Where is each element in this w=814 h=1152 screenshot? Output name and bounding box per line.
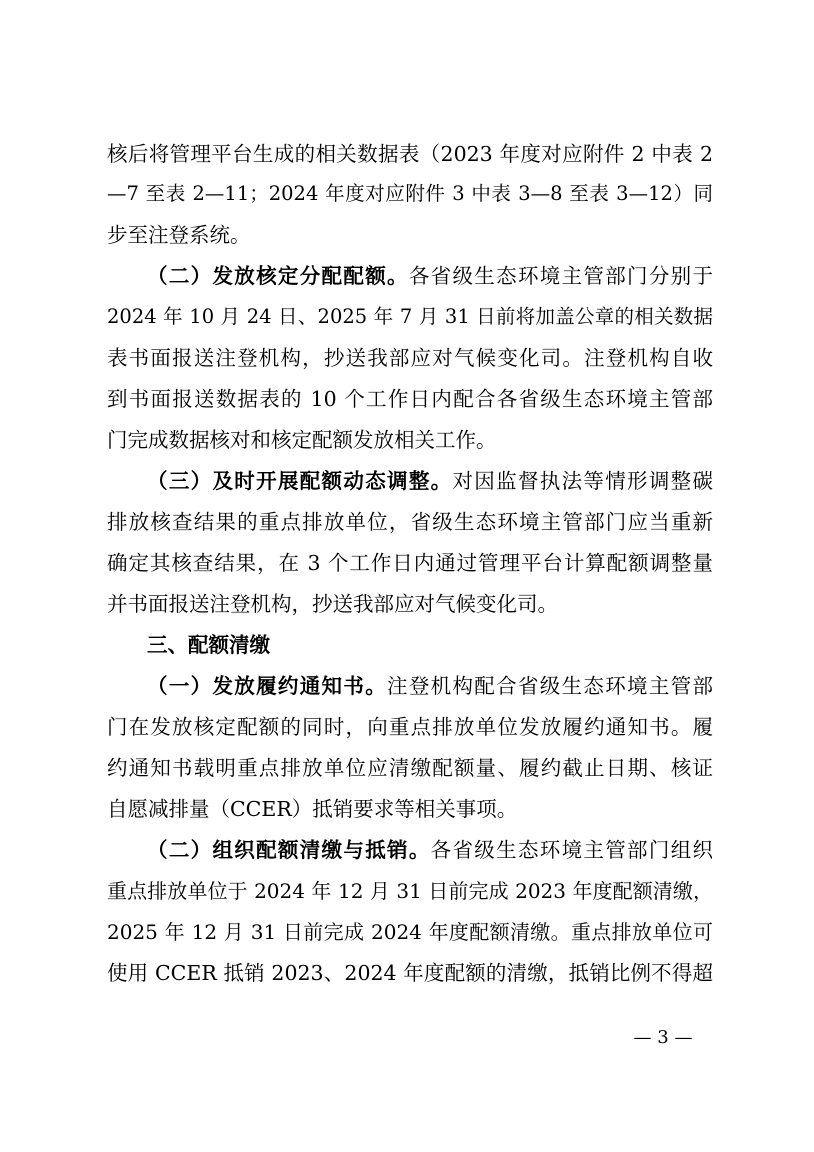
paragraph-line: —7 至表 2—11；2024 年度对应附件 3 中表 3—8 至表 3—12）同: [107, 182, 713, 205]
bold-lead: （二）组织配额清缴与抵销。: [147, 838, 431, 862]
paragraph-line: 表书面报送注登机构，抄送我部应对气候变化司。注登机构自收: [107, 346, 713, 370]
paragraph-first-line: [147, 467, 713, 495]
paragraph-text: 各省级生态环境主管部门分别于: [408, 264, 714, 288]
bold-lead: （二）发放核定分配配额。: [147, 264, 409, 288]
paragraph-first-line: [147, 262, 713, 290]
paragraph-line: 排放核查结果的重点排放单位，省级生态环境主管部门应当重新: [107, 510, 713, 534]
paragraph-text: 各省级生态环境主管部门组织: [430, 838, 714, 862]
paragraph-line: 核后将管理平台生成的相关数据表（2023 年度对应附件 2 中表 2: [107, 142, 713, 166]
paragraph-line: 到书面报送数据表的 10 个工作日内配合各省级生态环境主管部: [107, 387, 713, 411]
paragraph-line: 自愿减排量（CCER）抵销要求等相关事项。: [107, 797, 518, 821]
paragraph-line: 步至注登系统。: [107, 223, 251, 247]
page-number: — 3 —: [633, 1027, 693, 1048]
paragraph-line: 确定其核查结果，在 3 个工作日内通过管理平台计算配额调整量: [107, 551, 713, 575]
paragraph-first-line: [147, 836, 713, 864]
paragraph-line: 约通知书载明重点排放单位应清缴配额量、履约截止日期、核证: [107, 756, 713, 780]
paragraph-text: 注登机构配合省级生态环境主管部: [387, 674, 714, 698]
paragraph-line: 2025 年 12 月 31 日前完成 2024 年度配额清缴。重点排放单位可: [107, 920, 713, 944]
bold-lead: （一）发放履约通知书。: [147, 674, 388, 698]
paragraph-line: 并书面报送注登机构，抄送我部应对气候变化司。: [107, 592, 558, 616]
paragraph-line: 重点排放单位于 2024 年 12 月 31 日前完成 2023 年度配额清缴，: [107, 879, 713, 903]
paragraph-line: 使用 CCER 抵销 2023、2024 年度配额的清缴，抵销比例不得超: [107, 961, 713, 985]
paragraph-first-line: [147, 672, 713, 700]
bold-lead: （三）及时开展配额动态调整。: [147, 469, 453, 493]
paragraph-line: 门完成数据核对和核定配额发放相关工作。: [107, 428, 497, 452]
section-heading: 三、配额清缴: [147, 633, 270, 657]
paragraph-text: 对因监督执法等情形调整碳: [452, 469, 714, 493]
paragraph-line: 2024 年 10 月 24 日、2025 年 7 月 31 日前将加盖公章的相关数据: [107, 305, 713, 328]
paragraph-line: 门在发放核定配额的同时，向重点排放单位发放履约通知书。履: [107, 715, 713, 739]
